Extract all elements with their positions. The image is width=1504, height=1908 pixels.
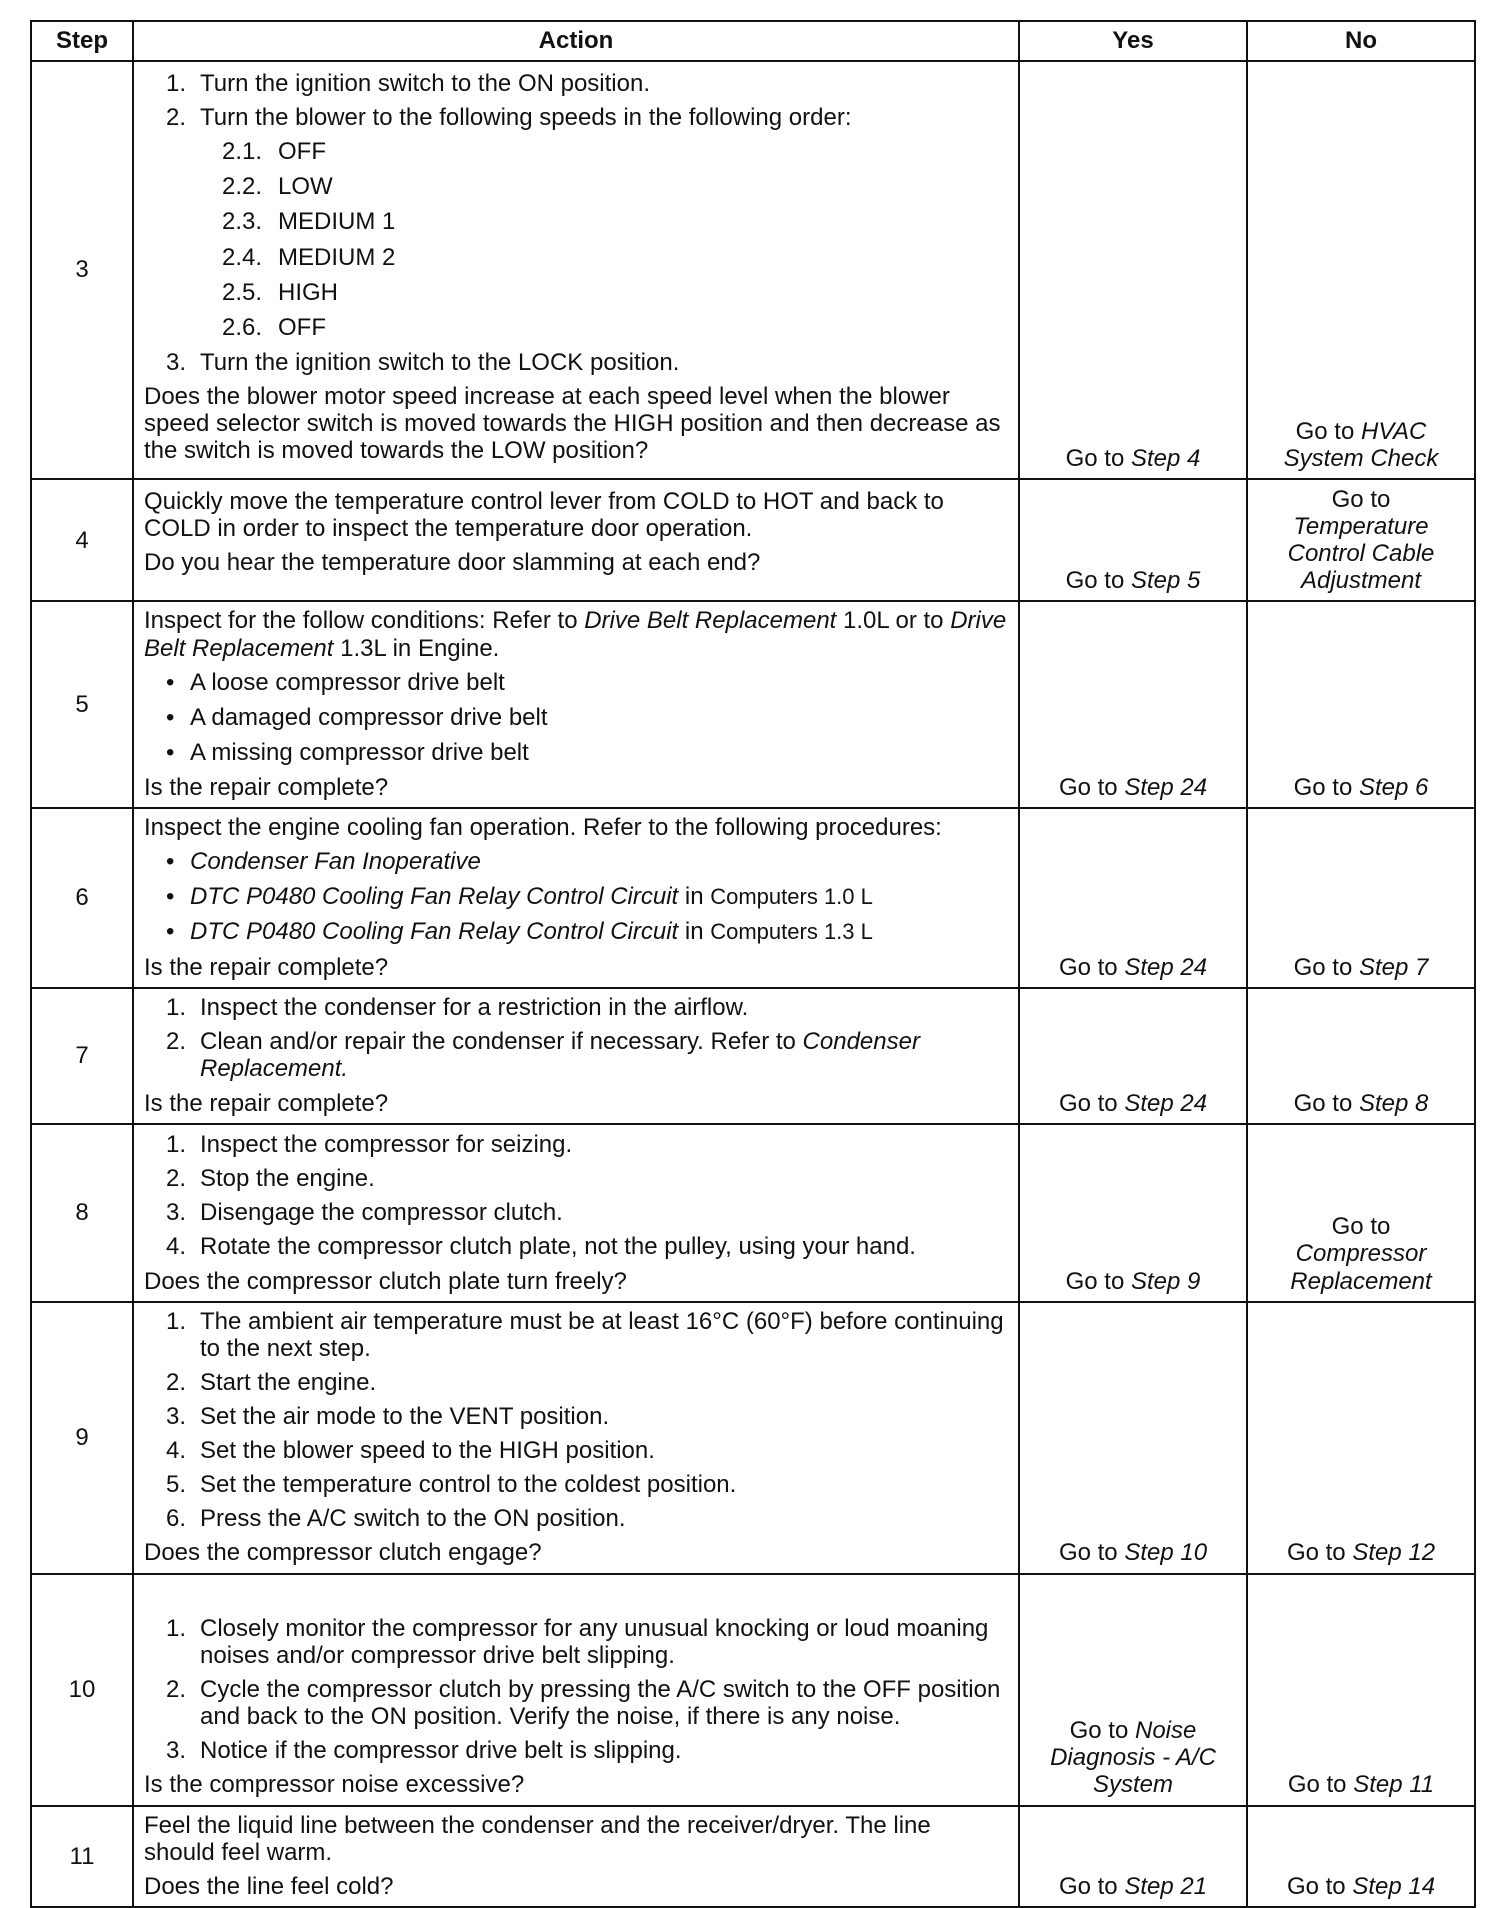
- action-item: Cycle the compressor clutch by pressing the A/C switch to the OFF position and back to the ON position. Verify the noise, if there is any noise.: [200, 1676, 1001, 1731]
- sub-item: LOW: [278, 173, 333, 201]
- no-link[interactable]: Step 11: [1353, 1771, 1435, 1799]
- reference-link[interactable]: DTC P0480 Cooling Fan Relay Control Circuit: [190, 918, 679, 946]
- sub-item: HIGH: [278, 278, 338, 306]
- yes-cell: Go to Step 4: [1019, 61, 1247, 479]
- no-cell: Go to Step 8: [1247, 988, 1475, 1124]
- action-item: Turn the ignition switch to the ON position.: [200, 70, 650, 97]
- header-yes: Yes: [1019, 21, 1247, 61]
- yes-link[interactable]: Noise Diagnosis - A/C System: [1050, 1717, 1216, 1799]
- step-number: 11: [31, 1806, 133, 1907]
- reference-link[interactable]: Drive Belt Replacement: [144, 607, 1007, 662]
- table-row: [31, 601, 1475, 808]
- action-cell: [133, 479, 1019, 601]
- action-question: Is the repair complete?: [144, 773, 389, 801]
- action-cell: 1. Inspect the condenser for a restriction in the airflow. 2. Clean and/or repair the condenser if necessary. Refer to Condenser Replacement. Is the repair complete?: [133, 988, 1019, 1124]
- sub-item: MEDIUM 2: [278, 243, 396, 271]
- header-no: No: [1247, 21, 1475, 61]
- table-row: [31, 479, 1475, 601]
- yes-cell: Go to Noise Diagnosis - A/C System: [1019, 1574, 1247, 1806]
- action-text: Quickly move the temperature control lever from COLD to HOT and back to COLD in order to inspect the temperature door operation.: [144, 488, 944, 543]
- action-cell: 1. Closely monitor the compressor for any unusual knocking or loud moaning noises and/or compressor drive belt slipping. 2. Cycle the compressor clutch by pressing the A/C switch to the OFF position and back to the ON position. Verify the noise, if there is any noise. 3. Notice if the compressor drive belt is slipping. Is the compressor noise excessive?: [133, 1574, 1019, 1806]
- yes-cell: Go to Step 10: [1019, 1302, 1247, 1574]
- action-question: Does the compressor clutch plate turn freely?: [144, 1267, 627, 1295]
- header-row: [31, 21, 1475, 61]
- action-item: Notice if the compressor drive belt is slipping.: [200, 1737, 682, 1765]
- action-item: Inspect the compressor for seizing.: [200, 1131, 573, 1159]
- reference-link[interactable]: Condenser Fan Inoperative: [190, 848, 481, 876]
- no-cell: Go to Step 7: [1247, 808, 1475, 988]
- action-question: Does the line feel cold?: [144, 1872, 394, 1900]
- sub-item: OFF: [278, 138, 326, 166]
- action-item: Set the temperature control to the coldest position.: [200, 1471, 737, 1499]
- yes-link[interactable]: Step 21: [1124, 1872, 1208, 1900]
- no-cell: Go to HVAC System Check: [1247, 61, 1475, 479]
- no-cell: Go to Compressor Replacement: [1247, 1124, 1475, 1302]
- no-cell: Go to Step 11: [1247, 1574, 1475, 1806]
- action-item: Set the blower speed to the HIGH position.: [200, 1437, 655, 1465]
- step-number: 3: [31, 61, 133, 479]
- bullet-icon: •: [166, 738, 175, 766]
- action-cell: [133, 1806, 1019, 1907]
- table-row: [31, 1302, 1475, 1574]
- table-row: [31, 808, 1475, 988]
- yes-link[interactable]: Step 24: [1124, 953, 1208, 981]
- action-item: Inspect the condenser for a restriction in the airflow.: [200, 994, 749, 1022]
- bullet-item: A loose compressor drive belt: [190, 668, 505, 696]
- sub-item: MEDIUM 1: [278, 208, 396, 236]
- action-question: Does the blower motor speed increase at each speed level when the blower speed selector switch is moved towards the HIGH position and then decrease as the switch is moved towards the LOW position?: [144, 382, 1001, 465]
- yes-cell: Go to Step 9: [1019, 1124, 1247, 1302]
- action-item: Stop the engine.: [200, 1165, 375, 1193]
- no-link[interactable]: Step 14: [1352, 1872, 1436, 1900]
- no-cell: Go to Step 14: [1247, 1806, 1475, 1907]
- header-action: Action: [133, 21, 1019, 61]
- reference-link[interactable]: Drive Belt Replacement: [584, 607, 837, 635]
- no-cell: Go to Step 6: [1247, 601, 1475, 808]
- step-number: 7: [31, 988, 133, 1124]
- yes-cell: Go to Step 24: [1019, 808, 1247, 988]
- action-item: Press the A/C switch to the ON position.: [200, 1505, 626, 1533]
- sub-item: OFF: [278, 313, 326, 341]
- action-question: Does the compressor clutch engage?: [144, 1539, 542, 1567]
- action-cell: 1. Turn the ignition switch to the ON position. 2. Turn the blower to the following speeds in the following order: 2.1. OFF 2.2. LOW 2.3. MEDIUM 1 2.4. MEDIUM 2 2.5. HIGH 2.6. OFF 3. Turn the ignition switch to the LOCK position. Does the blower motor speed increase at each speed level when the blower speed selector switch is moved towards the HIGH position and then decrease as the switch is moved towards the LOW position?: [133, 61, 1019, 479]
- no-link[interactable]: Step 6: [1358, 773, 1429, 801]
- action-item: The ambient air temperature must be at least 16°C (60°F) before continuing to the next step.: [200, 1307, 1004, 1362]
- action-item: Closely monitor the compressor for any unusual knocking or loud moaning noises and/or compressor drive belt slipping.: [200, 1614, 989, 1669]
- action-cell: 1. The ambient air temperature must be at least 16°C (60°F) before continuing to the next step. 2. Start the engine. 3. Set the air mode to the VENT position. 4. Set the blower speed to the HIGH position. 5. Set the temperature control to the coldest position. 6. Press the A/C switch to the ON position. Does the compressor clutch engage?: [133, 1302, 1019, 1574]
- action-text: Feel the liquid line between the condenser and the receiver/dryer. The line should feel warm.: [144, 1811, 931, 1866]
- action-item: Clean and/or repair the condenser if necessary. Refer to Condenser Replacement.: [200, 1028, 920, 1083]
- yes-link[interactable]: Step 5: [1130, 567, 1201, 595]
- table-row: [31, 1806, 1475, 1907]
- no-link[interactable]: Step 8: [1358, 1089, 1429, 1117]
- table-row: [31, 1574, 1475, 1806]
- bullet-icon: •: [166, 703, 175, 731]
- no-link[interactable]: HVAC System Check: [1283, 417, 1439, 472]
- bullet-icon: •: [166, 918, 175, 946]
- action-item: Turn the blower to the following speeds in the following order:: [200, 104, 852, 132]
- action-cell: Inspect the engine cooling fan operation. Refer to the following procedures: • Condenser Fan Inoperative • DTC P0480 Cooling Fan Relay Control Circuit in Computers 1.0 L • DTC P0480 Cooling Fan Relay Control Circuit in Computers 1.3 L Is the repair complete?: [133, 808, 1019, 988]
- table-row: [31, 61, 1475, 479]
- action-cell: [133, 601, 1019, 808]
- yes-link[interactable]: Step 9: [1130, 1267, 1201, 1295]
- yes-cell: Go to Step 24: [1019, 988, 1247, 1124]
- no-link[interactable]: Step 12: [1352, 1539, 1436, 1567]
- yes-cell: Go to Step 21: [1019, 1806, 1247, 1907]
- reference-link[interactable]: Condenser Replacement.: [200, 1028, 920, 1083]
- action-question: Is the repair complete?: [144, 953, 389, 981]
- yes-link[interactable]: Step 4: [1130, 444, 1201, 472]
- step-number: 4: [31, 479, 133, 601]
- bullet-icon: •: [166, 848, 175, 876]
- no-cell: Go to Step 12: [1247, 1302, 1475, 1574]
- header-step: Step: [31, 21, 133, 61]
- no-link[interactable]: Temperature Control Cable Adjustment: [1287, 513, 1435, 595]
- step-number: 10: [31, 1574, 133, 1806]
- action-item: Turn the ignition switch to the LOCK position.: [200, 348, 680, 376]
- diagnostic-table-page: [30, 20, 1474, 1908]
- action-text: Inspect the engine cooling fan operation. Refer to the following procedures:: [144, 814, 942, 842]
- reference-link[interactable]: DTC P0480 Cooling Fan Relay Control Circuit: [190, 883, 679, 911]
- table-row: [31, 988, 1475, 1124]
- bullet-item: A damaged compressor drive belt: [190, 703, 548, 731]
- action-item: Disengage the compressor clutch.: [200, 1199, 563, 1227]
- action-item: Set the air mode to the VENT position.: [200, 1402, 610, 1430]
- bullet-item: A missing compressor drive belt: [190, 738, 529, 766]
- step-number: 8: [31, 1124, 133, 1302]
- step-number: 9: [31, 1302, 133, 1574]
- bullet-icon: •: [166, 883, 175, 911]
- action-question: Is the compressor noise excessive?: [144, 1771, 525, 1799]
- step-number: 6: [31, 808, 133, 988]
- yes-link[interactable]: Step 24: [1124, 1089, 1208, 1117]
- yes-link[interactable]: Step 24: [1124, 773, 1208, 801]
- table-row: [31, 1124, 1475, 1302]
- step-number: 5: [31, 601, 133, 808]
- yes-cell: Go to Step 24: [1019, 601, 1247, 808]
- diagnostic-table: [30, 20, 1476, 1908]
- yes-link[interactable]: Step 10: [1124, 1539, 1208, 1567]
- action-item: Rotate the compressor clutch plate, not the pulley, using your hand.: [200, 1233, 916, 1261]
- action-question: Do you hear the temperature door slamming at each end?: [144, 549, 761, 577]
- action-question: Is the repair complete?: [144, 1089, 389, 1117]
- no-cell: Go to Temperature Control Cable Adjustment: [1247, 479, 1475, 601]
- no-link[interactable]: Step 7: [1358, 953, 1429, 981]
- action-text: Inspect for the follow conditions: Refer to Drive Belt Replacement 1.0L or to Drive Belt Replacement 1.3L in Engine.: [144, 607, 1007, 662]
- action-cell: 1. Inspect the compressor for seizing. 2. Stop the engine. 3. Disengage the compressor clutch. 4. Rotate the compressor clutch plate, not the pulley, using your hand. Does the compressor clutch plate turn freely?: [133, 1124, 1019, 1302]
- yes-cell: Go to Step 5: [1019, 479, 1247, 601]
- action-item: Start the engine.: [200, 1368, 377, 1396]
- bullet-icon: •: [166, 668, 175, 696]
- no-link[interactable]: Compressor Replacement: [1290, 1240, 1432, 1295]
